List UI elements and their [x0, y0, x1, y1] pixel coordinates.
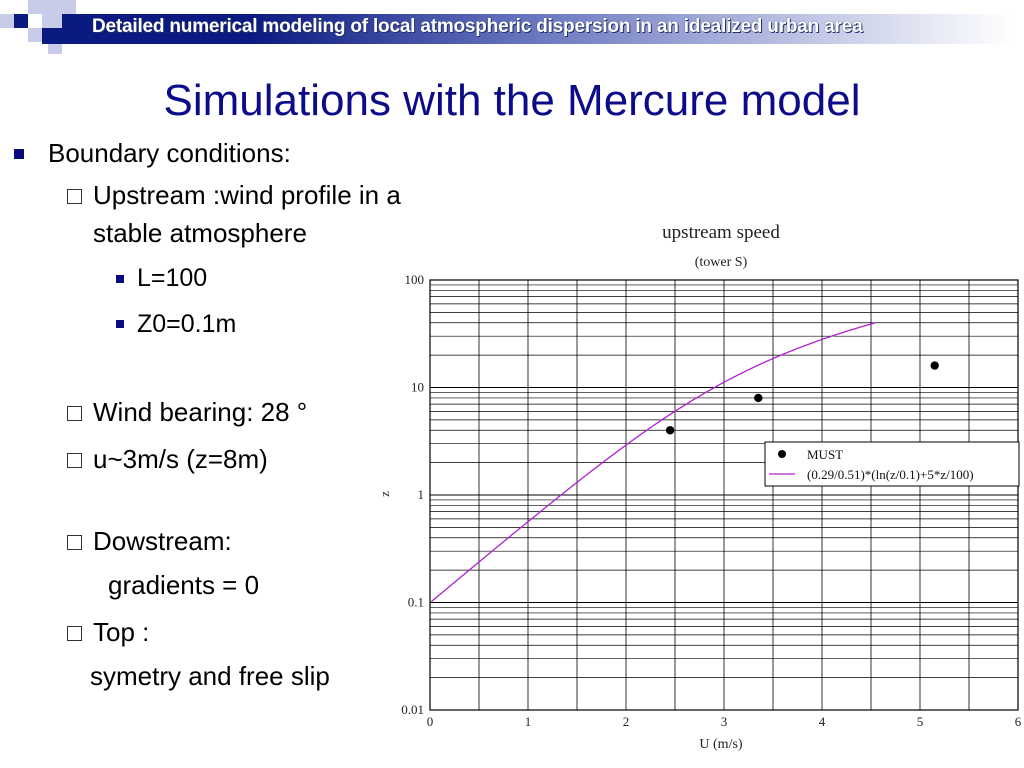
x-axis-label: U (m/s)	[699, 737, 743, 752]
Z0-value-text: Z0=0.1m	[137, 310, 237, 338]
upstream-text-line1: Upstream :wind profile in a	[93, 180, 401, 210]
data-point-must	[931, 361, 939, 369]
boundary-conditions-text: Boundary conditions:	[48, 138, 291, 168]
data-point-must	[666, 426, 674, 434]
y-axis-label: z	[377, 491, 392, 497]
y-tick-label: 0.01	[401, 702, 424, 717]
bullet-square-icon	[14, 149, 24, 159]
legend-marker-must	[778, 450, 786, 458]
corner-square-7	[62, 0, 76, 14]
data-point-must	[754, 394, 762, 402]
gradients-text: gradients = 0	[108, 570, 260, 600]
corner-square-8	[48, 44, 62, 54]
x-tick-label: 4	[818, 714, 826, 729]
corner-square-2	[28, 0, 62, 14]
chart-legend	[765, 442, 1019, 486]
x-tick-label: 5	[916, 714, 924, 729]
header-title: Detailed numerical modeling of local atmospheric dispersion in an idealized urban area	[92, 16, 863, 37]
bullet-square-icon	[116, 320, 124, 328]
corner-square-4	[28, 28, 42, 42]
bullet-square-icon	[116, 275, 124, 283]
x-axis-ticks	[427, 714, 1022, 729]
top-text: Top :	[93, 617, 150, 647]
x-tick-label: 6	[1014, 714, 1022, 729]
y-tick-label: 1	[417, 487, 424, 502]
y-tick-label: 100	[404, 272, 424, 287]
corner-square-3	[0, 14, 14, 28]
L-value-text: L=100	[137, 264, 208, 292]
wind-speed-text: u~3m/s (z=8m)	[93, 444, 268, 474]
bullet-box-icon	[67, 453, 82, 468]
bullet-box-icon	[67, 406, 82, 421]
corner-square-1	[14, 14, 28, 28]
chart-subtitle: (tower S)	[694, 255, 748, 270]
bullet-box-icon	[67, 626, 82, 641]
bullet-box-icon	[67, 189, 82, 204]
corner-square-5	[42, 14, 62, 28]
legend-label-must: MUST	[807, 447, 844, 462]
symetry-text: symetry and free slip	[90, 661, 330, 691]
x-tick-label: 1	[524, 714, 532, 729]
bullet-box-icon	[67, 535, 82, 550]
x-tick-label: 3	[720, 714, 728, 729]
x-tick-label: 0	[426, 714, 434, 729]
chart-grid	[430, 280, 1018, 710]
upstream-speed-chart	[377, 218, 1024, 758]
x-tick-label: 2	[622, 714, 630, 729]
y-axis-ticks	[401, 272, 424, 717]
wind-bearing-text: Wind bearing: 28 °	[93, 397, 308, 427]
chart-title: upstream speed	[662, 222, 780, 243]
slide-title: Simulations with the Mercure model	[163, 76, 861, 125]
y-tick-label: 10	[411, 379, 424, 395]
downstream-text: Dowstream:	[93, 526, 232, 556]
legend-label-fit: (0.29/0.51)*(ln(z/0.1)+5*z/100)	[807, 467, 974, 482]
y-tick-label: 0.1	[407, 594, 424, 610]
upstream-text-line2: stable atmosphere	[93, 218, 307, 248]
corner-square-6	[42, 28, 62, 44]
